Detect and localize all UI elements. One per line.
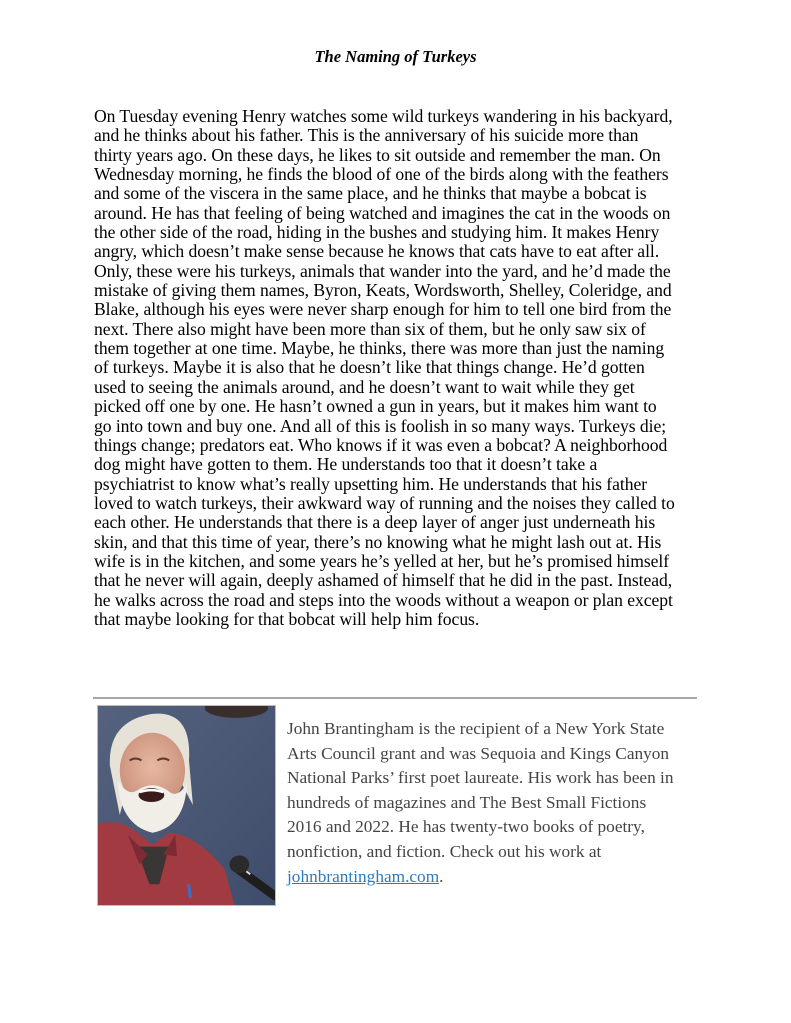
- bio-line: Arts Council grant and was Sequoia and Kings Canyon: [287, 743, 670, 763]
- story-line: Blake, although his eyes were never sharp enough for him to tell one bird from the: [94, 299, 672, 320]
- bio-line: nonfiction, and fiction. Check out his work at: [287, 841, 602, 861]
- story-line: each other. He understands that there is a deep layer of anger just underneath his: [94, 512, 656, 533]
- story-line: next. There also might have been more than six of them, but he only saw six of: [94, 318, 646, 339]
- story-line: go into town and buy one. And all of this is foolish in so many ways. Turkeys die;: [94, 415, 667, 436]
- bio-period: .: [439, 866, 444, 886]
- story-line: wife is in the kitchen, and some years he’s yelled at her, but he’s promised himself: [94, 550, 670, 571]
- story-line: skin, and that this time of year, there’s no knowing what he might lash out at. His: [94, 531, 662, 552]
- story-line: of turkeys. Maybe it is also that he doesn’t like that things change. He’d gotten: [94, 357, 645, 378]
- story-line: them together at one time. Maybe, he thinks, there was more than just the naming: [94, 338, 665, 359]
- story-line: dog might have gotten to them. He understands too that it doesn’t take a: [94, 454, 598, 475]
- story-line: thirty years ago. On these days, he likes to sit outside and remember the man. On: [94, 144, 661, 165]
- story-line: Wednesday morning, he finds the blood of one of the birds along with the feathers: [94, 164, 669, 185]
- story-line: the other side of the road, hiding in the bushes and studying him. It makes Henry: [94, 222, 660, 243]
- story-line: that he never will again, deeply ashamed of himself that he did in the past. Instead,: [94, 570, 673, 591]
- story-line: and some of the viscera in the same place, and he thinks that maybe a bobcat is: [94, 183, 647, 204]
- author-bio: [287, 717, 707, 889]
- story-line: used to seeing the animals around, and he doesn’t want to wait while they get: [94, 376, 635, 397]
- story-line: Only, these were his turkeys, animals that wander into the yard, and he’d made the: [94, 260, 671, 281]
- story-line: he walks across the road and steps into the woods without a weapon or plan except: [94, 589, 673, 610]
- story-line: and he thinks about his father. This is the anniversary of his suicide more than: [94, 125, 639, 146]
- story-line: picked off one by one. He hasn’t owned a gun in years, but it makes him want to: [94, 396, 657, 417]
- bio-line: hundreds of magazines and The Best Small Fictions: [287, 792, 647, 812]
- story-line: things change; predators eat. Who knows if it was even a bobcat? A neighborhood: [94, 434, 668, 455]
- bio-line: National Parks’ first poet laureate. His work has been in: [287, 768, 674, 788]
- bio-line: John Brantingham is the recipient of a New York State: [287, 719, 665, 738]
- story-line: angry, which doesn’t make sense because he knows that cats have to eat after all.: [94, 241, 660, 262]
- story-line: loved to watch turkeys, their awkward way of running and the noises they called to: [94, 492, 675, 513]
- author-portrait-image: [98, 706, 275, 905]
- story-line: psychiatrist to know what’s really upsetting him. He understands that his father: [94, 473, 648, 494]
- bio-line: 2016 and 2022. He has twenty-two books of poetry,: [287, 817, 645, 837]
- author-photo: [97, 705, 276, 906]
- story-line: that maybe looking for that bobcat will help him focus.: [94, 608, 480, 629]
- bio-link-line: [287, 865, 707, 890]
- story-line: On Tuesday evening Henry watches some wild turkeys wandering in his backyard,: [94, 106, 673, 126]
- story-title: The Naming of Turkeys: [314, 47, 477, 66]
- story-line: around. He has that feeling of being watched and imagines the cat in the woods on: [94, 202, 671, 223]
- section-divider: [93, 697, 697, 699]
- story-body: [94, 107, 706, 629]
- story-line: mistake of giving them names, Byron, Keats, Wordsworth, Shelley, Coleridge, and: [94, 280, 672, 301]
- author-website-link[interactable]: johnbrantingham.com: [287, 866, 440, 886]
